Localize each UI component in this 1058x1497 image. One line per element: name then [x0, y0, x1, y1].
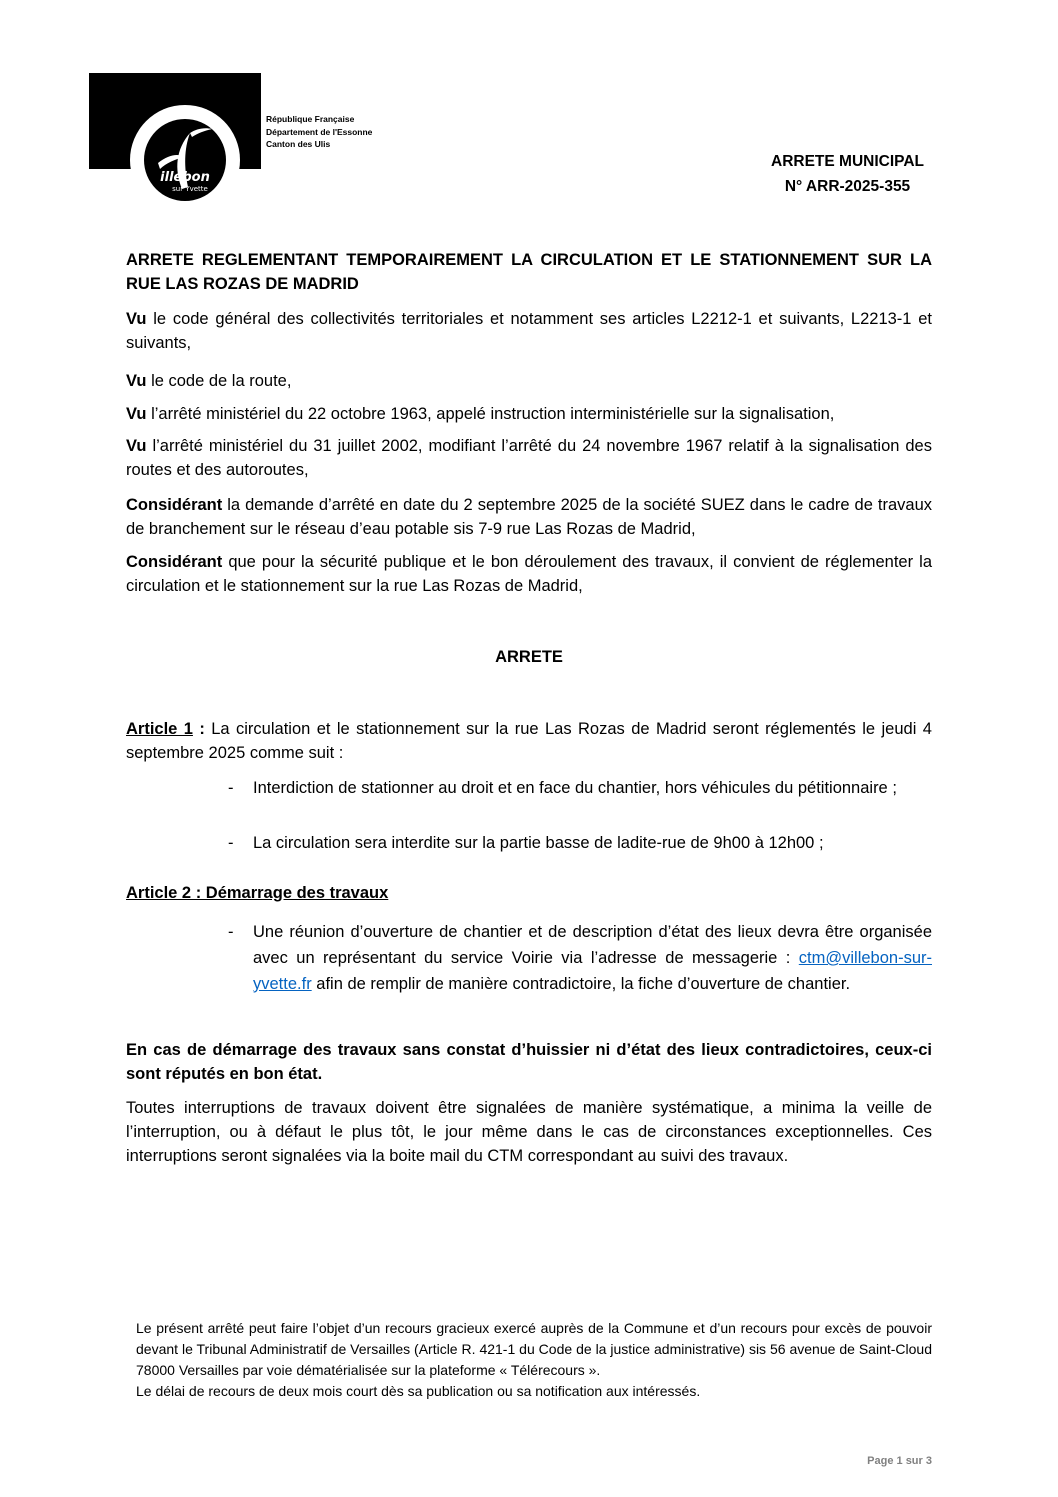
vu-clause: Vu l’arrêté ministériel du 22 octobre 1963, appelé instruction interministérielle sur la signalisation,	[126, 405, 835, 423]
list-item: - Interdiction de stationner au droit et en face du chantier, hors véhicules du pétitionnaire ;	[228, 779, 897, 797]
republic-line: République Française	[266, 114, 355, 124]
email-link[interactable]: ctm@villebon-sur-yvette.fr	[253, 949, 932, 993]
republic-header	[266, 113, 372, 151]
vu-clause: Vu le code de la route,	[126, 372, 292, 390]
svg-text:sur Yvette: sur Yvette	[172, 185, 208, 193]
department-line: Département de l'Essonne	[266, 126, 373, 137]
legal-footer	[136, 1318, 932, 1402]
considerant-clause: Considérant que pour la sécurité publique et le bon déroulement des travaux, il convient de réglementer la circulation et le stationnement sur la rue Las Rozas de Madrid,	[126, 553, 932, 595]
warning-paragraph: En cas de démarrage des travaux sans constat d’huissier ni d’état des lieux contradictoires, ceux-ci sont réputés en bon état.	[126, 1041, 932, 1083]
arrete-type: ARRETE MUNICIPAL	[771, 153, 924, 170]
svg-text:illebon: illebon	[160, 170, 210, 185]
article-1-label: Article 1	[126, 720, 193, 738]
interruptions-paragraph: Toutes interruptions de travaux doivent être signalées de manière systématique, a minima la veille de l’interruption, ou à défaut le plus tôt, le jour même dans le cas de circonstances exceptionnelles. Ces interruptions seront signalées via la boite mail du CTM correspondant au suivi des travaux.	[126, 1099, 932, 1165]
list-item: - Une réunion d’ouverture de chantier et de description d’état des lieux devra être organisée avec un représentant du service Voirie via l’adresse de messagerie : ctm@villebon-sur-yvette.fr afin de remplir de manière contradictoire, la fiche d’ouverture de chantier.	[228, 923, 932, 993]
considerant-clause: Considérant la demande d’arrêté en date du 2 septembre 2025 de la société SUEZ dans le cadre de travaux de branchement sur le réseau d’eau potable sis 7-9 rue Las Rozas de Madrid,	[126, 496, 932, 538]
vu-clause: Vu le code général des collectivités territoriales et notamment ses articles L2212-1 et suivants, L2213-1 et suivants,	[126, 310, 932, 352]
delai-text: Le délai de recours de deux mois court dès sa publication ou sa notification aux intéressés.	[136, 1383, 701, 1399]
document-title: ARRETE REGLEMENTANT TEMPORAIREMENT LA CIRCULATION ET LE STATIONNEMENT SUR LA RUE LAS ROZAS DE MADRID	[126, 251, 932, 293]
town-logo	[130, 105, 240, 215]
recours-text: Le présent arrêté peut faire l’objet d’un recours gracieux exercé auprès de la Commune et d’un recours pour excès de pouvoir devant le Tribunal Administratif de Versailles (Article R. 421-1 du Code de la justice administrative) sis 56 avenue de Saint-Cloud 78000 Versailles par voie dématérialisée sur la plateforme « Télérecours ».	[136, 1320, 932, 1378]
article-2-heading: Article 2 : Démarrage des travaux	[126, 884, 389, 902]
vu-clause: Vu l’arrêté ministériel du 31 juillet 2002, modifiant l’arrêté du 24 novembre 1967 relatif à la signalisation des routes et des autoroutes,	[126, 437, 932, 479]
heron-icon	[144, 119, 226, 201]
arrete-number: N° ARR-2025-355	[784, 178, 911, 195]
page-number: Page 1 sur 3	[867, 1455, 932, 1467]
arrete-header	[771, 149, 924, 199]
article-1: Article 1 : La circulation et le stationnement sur la rue Las Rozas de Madrid seront réglementés le jeudi 4 septembre 2025 comme suit :	[126, 720, 932, 762]
list-item: - La circulation sera interdite sur la partie basse de ladite-rue de 9h00 à 12h00 ;	[228, 834, 824, 852]
canton-line: Canton des Ulis	[266, 139, 331, 149]
arrete-heading: ARRETE	[495, 648, 563, 666]
